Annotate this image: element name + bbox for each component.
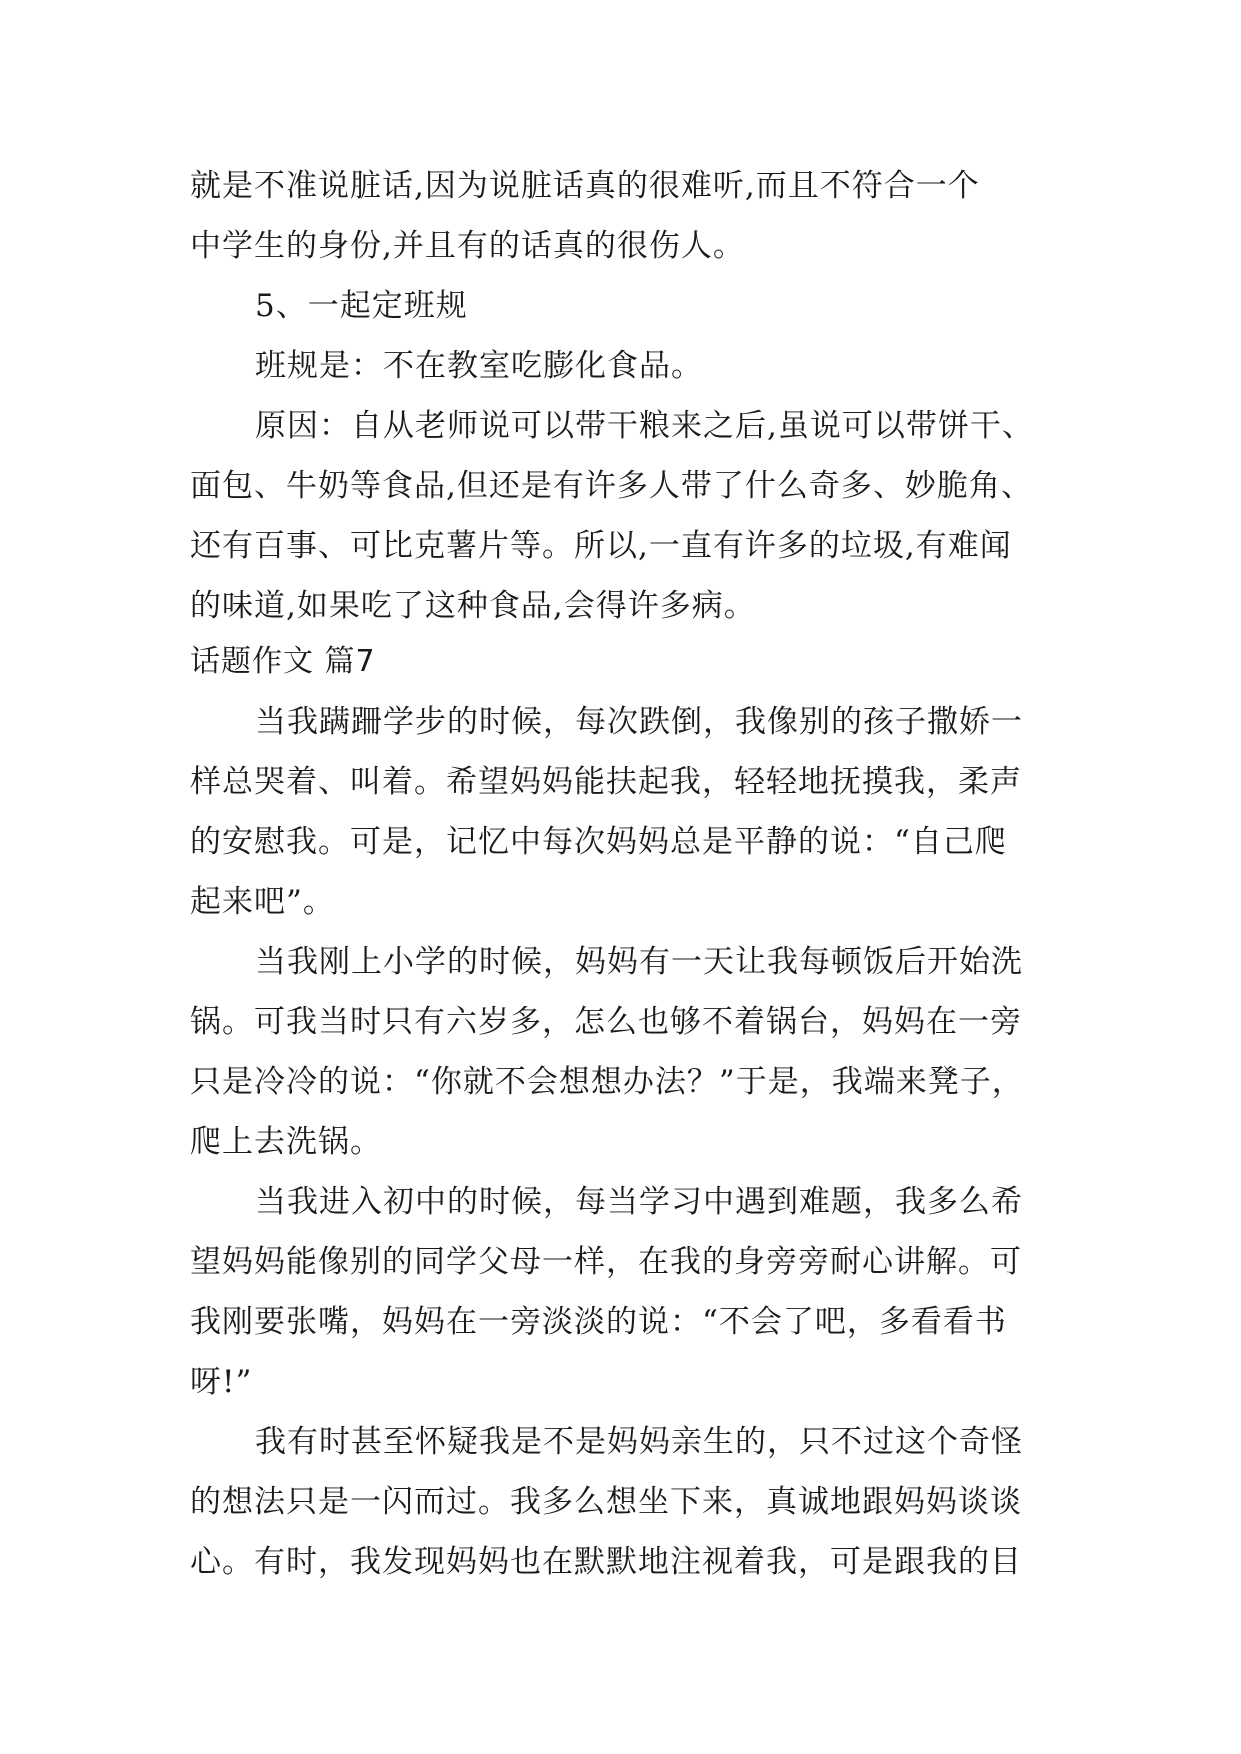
text-line: 的安慰我。可是，记忆中每次妈妈总是平静的说：“自己爬: [190, 824, 1007, 860]
text-line: 的味道,如果吃了这种食品,会得许多病。: [190, 588, 756, 624]
text-line: 样总哭着、叫着。希望妈妈能扶起我，轻轻地抚摸我，柔声: [190, 764, 1022, 800]
text-line: 锅。可我当时只有六岁多，怎么也够不着锅台，妈妈在一旁: [190, 1004, 1022, 1040]
text-line: 当我刚上小学的时候，妈妈有一天让我每顿饭后开始洗: [255, 944, 1023, 980]
text-line: 我有时甚至怀疑我是不是妈妈亲生的，只不过这个奇怪: [255, 1424, 1023, 1460]
text-line: 面包、牛奶等食品,但还是有许多人带了什么奇多、妙脆角、: [190, 468, 1033, 504]
text-line: 心。有时，我发现妈妈也在默默地注视着我，可是跟我的目: [190, 1544, 1022, 1580]
text-line: 只是冷冷的说：“你就不会想想办法？”于是，我端来凳子，: [190, 1064, 1024, 1100]
essay-title: 话题作文 篇7: [190, 644, 376, 679]
text-line: 原因：自从老师说可以带干粮来之后,虽说可以带饼干、: [255, 408, 1034, 444]
text-line: 起来吧”。: [190, 884, 335, 920]
text-line: 我刚要张嘴，妈妈在一旁淡淡的说：“不会了吧，多看看书: [190, 1304, 1007, 1340]
text-line: 当我进入初中的时候，每当学习中遇到难题，我多么希: [255, 1184, 1023, 1220]
text-line: 中学生的身份,并且有的话真的很伤人。: [190, 228, 745, 264]
text-line: 呀!”: [190, 1364, 253, 1400]
text-line: 望妈妈能像别的同学父母一样，在我的身旁旁耐心讲解。可: [190, 1244, 1022, 1280]
text-line: 还有百事、可比克薯片等。所以,一直有许多的垃圾,有难闻: [190, 528, 1012, 564]
text-line: 就是不准说脏话,因为说脏话真的很难听,而且不符合一个: [190, 168, 980, 204]
text-line: 当我蹒跚学步的时候，每次跌倒，我像别的孩子撒娇一: [255, 704, 1023, 740]
text-line: 爬上去洗锅。: [190, 1124, 382, 1160]
text-line: 的想法只是一闪而过。我多么想坐下来，真诚地跟妈妈谈谈: [190, 1484, 1022, 1520]
section-heading: 5、一起定班规: [255, 288, 468, 324]
text-line: 班规是：不在教室吃膨化食品。: [255, 348, 703, 384]
